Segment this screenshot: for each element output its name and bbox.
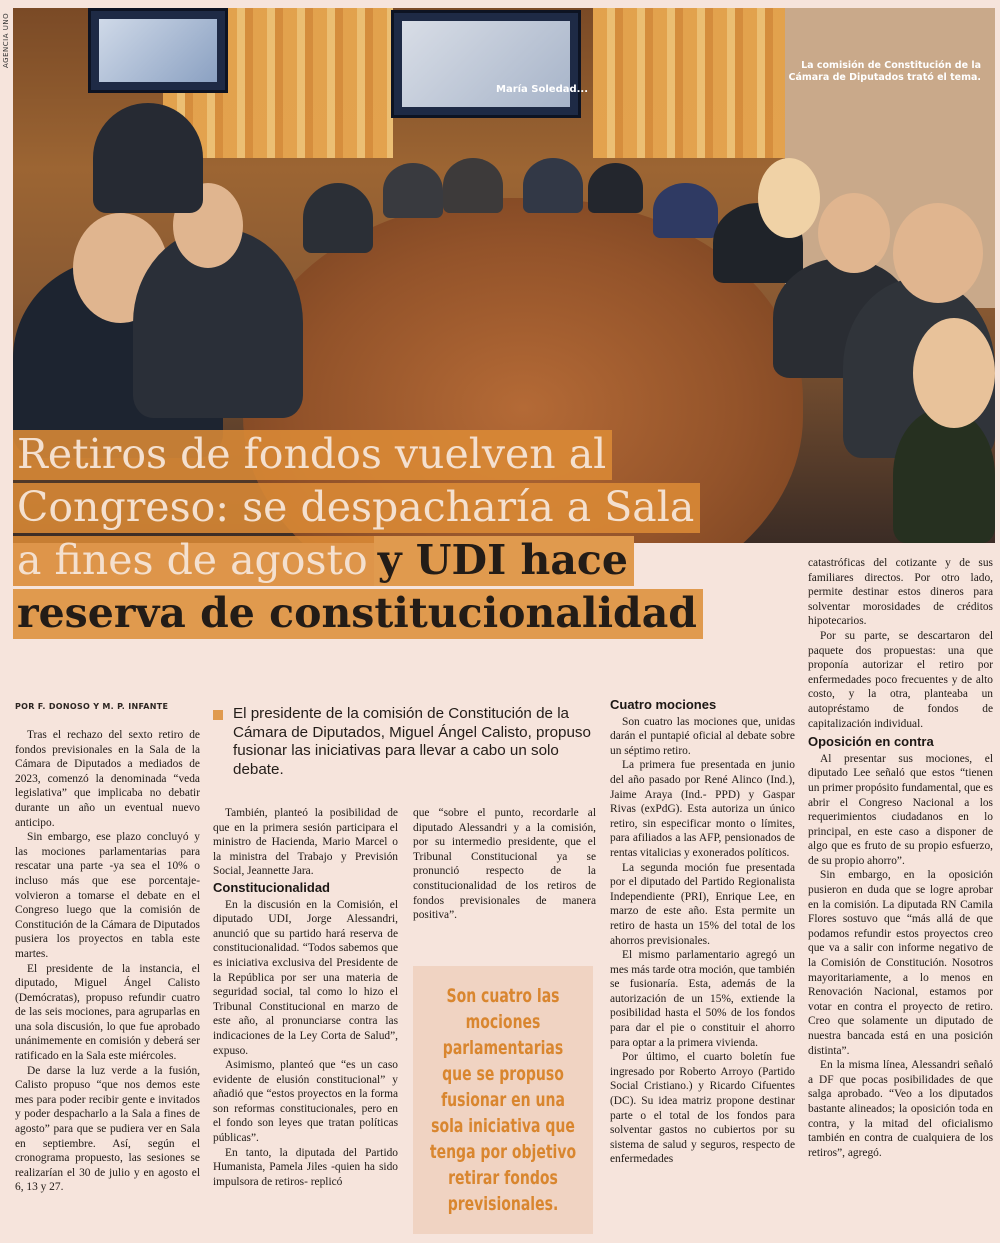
paragraph: El presidente de la instancia, el diputado, Miguel Ángel Calisto (Demócratas), propuso refundir cuatro de las seis mociones, para agruparlas en una sola discusión, lo que fue aprobado unánimemente en comisión y deberá ser ratificado en la Sala este miércoles.	[15, 962, 200, 1063]
paragraph: Son cuatro las mociones que, unidas darán el puntapié oficial al debate sobre un séptimo retiro.	[610, 715, 795, 757]
headline-line-3b: y UDI hace	[374, 536, 634, 586]
column-3	[413, 806, 596, 923]
photo-credit: AGENCIA UNO	[2, 12, 10, 68]
paragraph: En la discusión en la Comisión, el diputado UDI, Jorge Alessandri, anunció que su partido hará reserva de constitucionalidad. “Todos sabemos que es iniciativa exclusiva del Presidente de la República por ser una materia de seguridad social, tal como lo hizo el Tribunal Constitucional en marzo de este año, al pronunciarse contra las indicaciones de la Ley Corta de Salud”, expuso.	[213, 898, 398, 1057]
column-4	[610, 696, 795, 1167]
paragraph: También, planteó la posibilidad de que en la primera sesión participara el ministro de Hacienda, Mario Marcel o la ministra del Trabajo y Previsión Social, Jeannette Jara.	[213, 807, 398, 878]
paragraph: En tanto, la diputada del Partido Humanista, Pamela Jiles -quien ha sido impulsora de retiros- replicó	[213, 1146, 398, 1188]
headline-line-2: Congreso: se despacharía a Sala	[13, 483, 700, 533]
paragraph: que “sobre el punto, recordarle al diputado Alessandri y a la comisión, por su intermedio presidente, que el Tribunal Constitucional ya se pronunció respecto de la constitucionalidad de los retiros de fondos previsionales de manera positiva”.	[413, 807, 596, 922]
subheading-oposicion: Oposición en contra	[808, 734, 934, 750]
paragraph: La segunda moción fue presentada por el diputado del Partido Regionalista Independiente (PRI), Enrique Lee, en marzo de este año. Esta permite un retiro de hasta un 15% del total de los ahorros previsionales.	[610, 861, 795, 947]
column-2	[213, 806, 398, 1189]
paragraph: Por último, el cuarto boletín fue ingresado por Roberto Arroyo (Partido Social Cristiano.) y Ricardo Cifuentes (DC). Su idea matriz propone destinar parte o el total de los fondos para solventar gastos no cubiertos por su sistema de salud y seguros, respecto de enfermedades	[610, 1051, 795, 1166]
byline: POR F. DONOSO Y M. P. INFANTE	[15, 702, 169, 711]
headline	[13, 428, 773, 640]
headline-line-1: Retiros de fondos vuelven al	[13, 430, 612, 480]
column-5	[808, 556, 993, 1160]
lead-summary	[213, 705, 593, 779]
paragraph: La primera fue presentada en junio del año pasado por René Alinco (Ind.), Jaime Araya (Ind.- PPD) y Gaspar Rivas (exPdG). Esta autoriza un único retiro, sin especificar monto o límites, para afiliados a las AFP, pensionados de rentas vitalicias y exonerados políticos.	[610, 759, 795, 859]
paragraph: Sin embargo, ese plazo concluyó y las mociones parlamentarias para rescatar una parte -ya sea el 10% o incluso más que ese porcentaje- volvieron a tomarse el debate en el Congreso luego que la comisión de Constitución de la Cámara de Diputados pusiera los proyectos en tabla este martes.	[15, 831, 200, 960]
lead-text: El presidente de la comisión de Constitución de la Cámara de Diputados, Miguel Ángel Calisto, propuso fusionar las iniciativas para llevar a cabo un solo debate.	[233, 705, 591, 778]
paragraph: En la misma línea, Alessandri señaló a DF que pocas posibilidades de que salga aprobado. “Veo a los diputados bastante alineados; la oposición toda en contra, y la mitad del oficialismo también en contra de cualquiera de los retiros”, agregó.	[808, 1059, 993, 1159]
screen-label: María Soledad...	[496, 84, 589, 95]
pull-quote	[413, 966, 593, 1234]
paragraph: Por su parte, se descartaron del paquete dos propuestas: una que proponía autorizar el retiro por enfermedades poco frecuentes y de alto costo, y la otra, planteaba un autopréstamo de fondos de capitalización individual.	[808, 629, 993, 730]
paragraph: Al presentar sus mociones, el diputado Lee señaló que estos “tienen un primer propósito fundamental, que es abrir el Congreso Nacional a los requerimientos ciudadanos en lo principal, en este caso a disponer de algo que es fruto de su propio esfuerzo, de su propio ahorro”.	[808, 752, 993, 867]
headline-line-4: reserva de constitucionalidad	[13, 589, 703, 639]
paragraph: De darse la luz verde a la fusión, Calisto propuso “que nos demos este mes para poder recibir gente e invitados y poder despacharlo a la Sala a fines de agosto” para que se pudiera ver en Sala en septiembre. Así, según el cronograma propuesto, las sesiones se realizarían el 30 de julio y en agosto el 6, 13 y 27.	[15, 1064, 200, 1194]
paragraph: Tras el rechazo del sexto retiro de fondos previsionales en la Sala de la Cámara de Diputados a mediados de 2023, comenzó la denominada “veda legislativa” que implicaba no debatir durante un año un eventual nuevo anticipo.	[15, 729, 200, 829]
paragraph: El mismo parlamentario agregó un mes más tarde otra moción, que también se fusionaría. Esta, además de la autorización de un 15%, extiende la posibilidad hasta el 50% de los fondos para dar el pie o constituir el ahorro para optar a la primera vivienda.	[610, 949, 795, 1049]
pull-quote-text: Son cuatro las mociones parlamentarias que se propuso fusionar en una sola iniciativa que tenga por objetivo retirar fondos previsionales.	[429, 985, 577, 1215]
subheading-cuatro-mociones: Cuatro mociones	[610, 697, 717, 712]
paragraph: catastróficas del cotizante y de sus familiares directos. Por otro lado, permite destinar estos dineros para solventar morosidades de créditos hipotecarios.	[808, 557, 993, 628]
photo-caption: La comisión de Constitución de la Cámara de Diputados trató el tema.	[788, 60, 981, 83]
subheading-constitucionalidad: Constitucionalidad	[213, 879, 330, 895]
column-1	[15, 728, 200, 1195]
paragraph: Sin embargo, en la oposición pusieron en duda que se logre aprobar en la comisión. La diputada RN Camila Flores sostuvo que “más allá de que podamos refundir estos proyectos creo que va a salir con informe negativo de la Comisión de Constitución. Nosotros mayoritariamente, a lo menos en Renovación Nacional, estamos por votar en contra el proyecto de retiro. Creo que solamente un diputado de nuestra bancada está en una posición distinta”.	[808, 869, 993, 1057]
headline-line-3a: a fines de agosto	[13, 536, 374, 586]
lead-bullet	[213, 710, 223, 720]
paragraph: Asimismo, planteó que “es un caso evidente de elusión constitucional” y añadió que “estos proyectos en la forma son reformas constitucionales, pero en el fondo son leyes que tratan políticas públicas”.	[213, 1059, 398, 1145]
